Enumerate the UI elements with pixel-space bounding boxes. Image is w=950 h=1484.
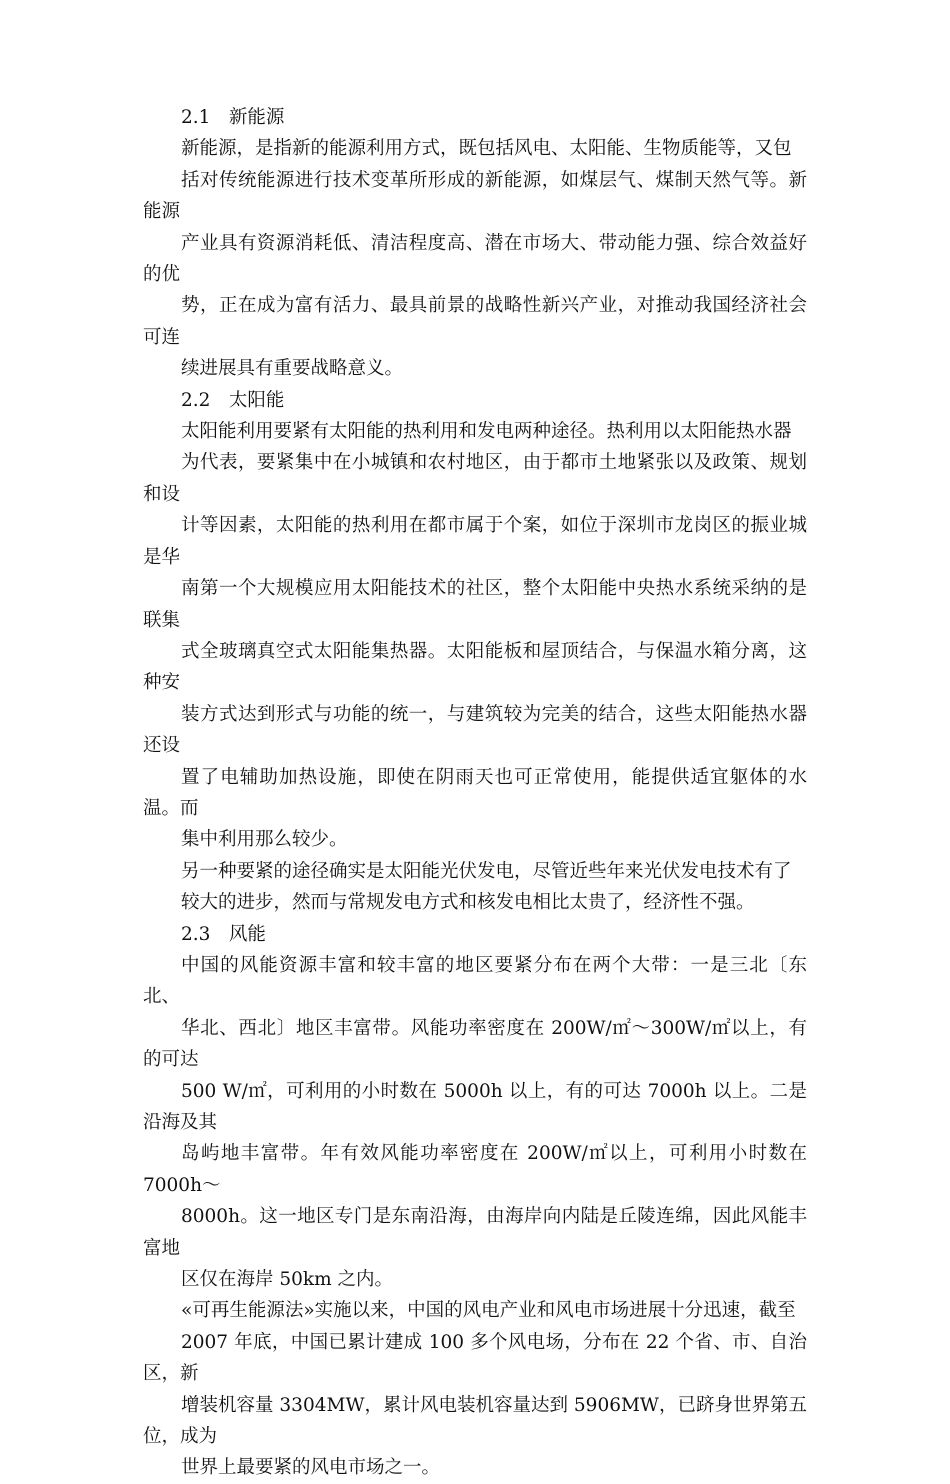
text-line: 8000h。这一地区专门是东南沿海，由海岸向内陆是丘陵连绵，因此风能丰富地 (143, 1206, 807, 1259)
text-line: 华北、西北〕地区丰富带。风能功率密度在 200W/㎡～300W/㎡以上，有的可达 (143, 1017, 807, 1071)
text-line: 区仅在海岸 50km 之内。 (181, 1269, 394, 1291)
section-heading: 2.2 太阳能 (181, 389, 285, 411)
section-wind-energy (143, 919, 807, 1484)
section-heading: 2.3 风能 (181, 923, 266, 945)
paragraph (143, 1295, 807, 1483)
paragraph (143, 133, 807, 384)
text-line: 括对传统能源进行技术变革所形成的新能源，如煤层气、煤制天然气等。新能源 (143, 169, 807, 223)
text-line: 计等因素，太阳能的热利用在都市属于个案，如位于深圳市龙岗区的振业城是华 (143, 515, 807, 568)
text-line: 增装机容量 3304MW，累计风电装机容量达到 5906MW，已跻身世界第五位，成为 (143, 1394, 807, 1448)
text-line: 势，正在成为富有活力、最具前景的战略性新兴产业，对推动我国经济社会可连 (143, 295, 807, 348)
text-line: 新能源，是指新的能源利用方式，既包括风电、太阳能、生物质能等，又包 (181, 138, 792, 160)
text-line: 式全玻璃真空式太阳能集热器。太阳能板和屋顶结合，与保温水箱分离，这种安 (143, 640, 807, 694)
text-line: 岛屿地丰富带。年有效风能功率密度在 200W/㎡以上，可利用小时数在 7000h～ (143, 1143, 807, 1196)
section-solar-energy (143, 385, 807, 919)
paragraph (143, 416, 807, 856)
text-line: 置了电辅助加热设施，即使在阴雨天也可正常使用，能提供适宜躯体的水温。而 (143, 766, 807, 819)
text-line: 装方式达到形式与功能的统一，与建筑较为完美的结合，这些太阳能热水器还设 (143, 703, 807, 757)
text-line: 产业具有资源消耗低、清洁程度高、潜在市场大、带动能力强、综合效益好的优 (143, 232, 807, 286)
document-page (143, 102, 807, 1484)
text-line: 续进展具有重要战略意义。 (181, 358, 404, 380)
paragraph (143, 950, 807, 1295)
section-new-energy (143, 102, 807, 385)
text-line: «可再生能源法»实施以来，中国的风电产业和风电市场进展十分迅速，截至 (181, 1300, 796, 1322)
text-line: 较大的进步，然而与常规发电方式和核发电相比太贵了，经济性不强。 (181, 892, 755, 914)
text-line: 中国的风能资源丰富和较丰富的地区要紧分布在两个大带：一是三北〔东北、 (143, 954, 807, 1008)
text-line: 南第一个大规模应用太阳能技术的社区，整个太阳能中央热水系统采纳的是联集 (143, 578, 807, 631)
text-line: 500 W/㎡，可利用的小时数在 5000h 以上，有的可达 7000h 以上。二是沿海及其 (143, 1080, 807, 1133)
text-line: 为代表，要紧集中在小城镇和农村地区，由于都市土地紧张以及政策、规划和设 (143, 452, 807, 505)
text-line: 太阳能利用要紧有太阳能的热利用和发电两种途径。热利用以太阳能热水器 (181, 421, 792, 443)
text-line: 世界上最要紧的风电市场之一。 (181, 1457, 441, 1479)
paragraph (143, 856, 807, 919)
text-line: 集中利用那么较少。 (181, 829, 348, 851)
section-heading: 2.1 新能源 (181, 107, 285, 128)
text-line: 另一种要紧的途径确实是太阳能光伏发电，尽管近些年来光伏发电技术有了 (181, 860, 792, 882)
text-line: 2007 年底，中国已累计建成 100 多个风电场，分布在 22 个省、市、自治区，新 (143, 1331, 807, 1385)
